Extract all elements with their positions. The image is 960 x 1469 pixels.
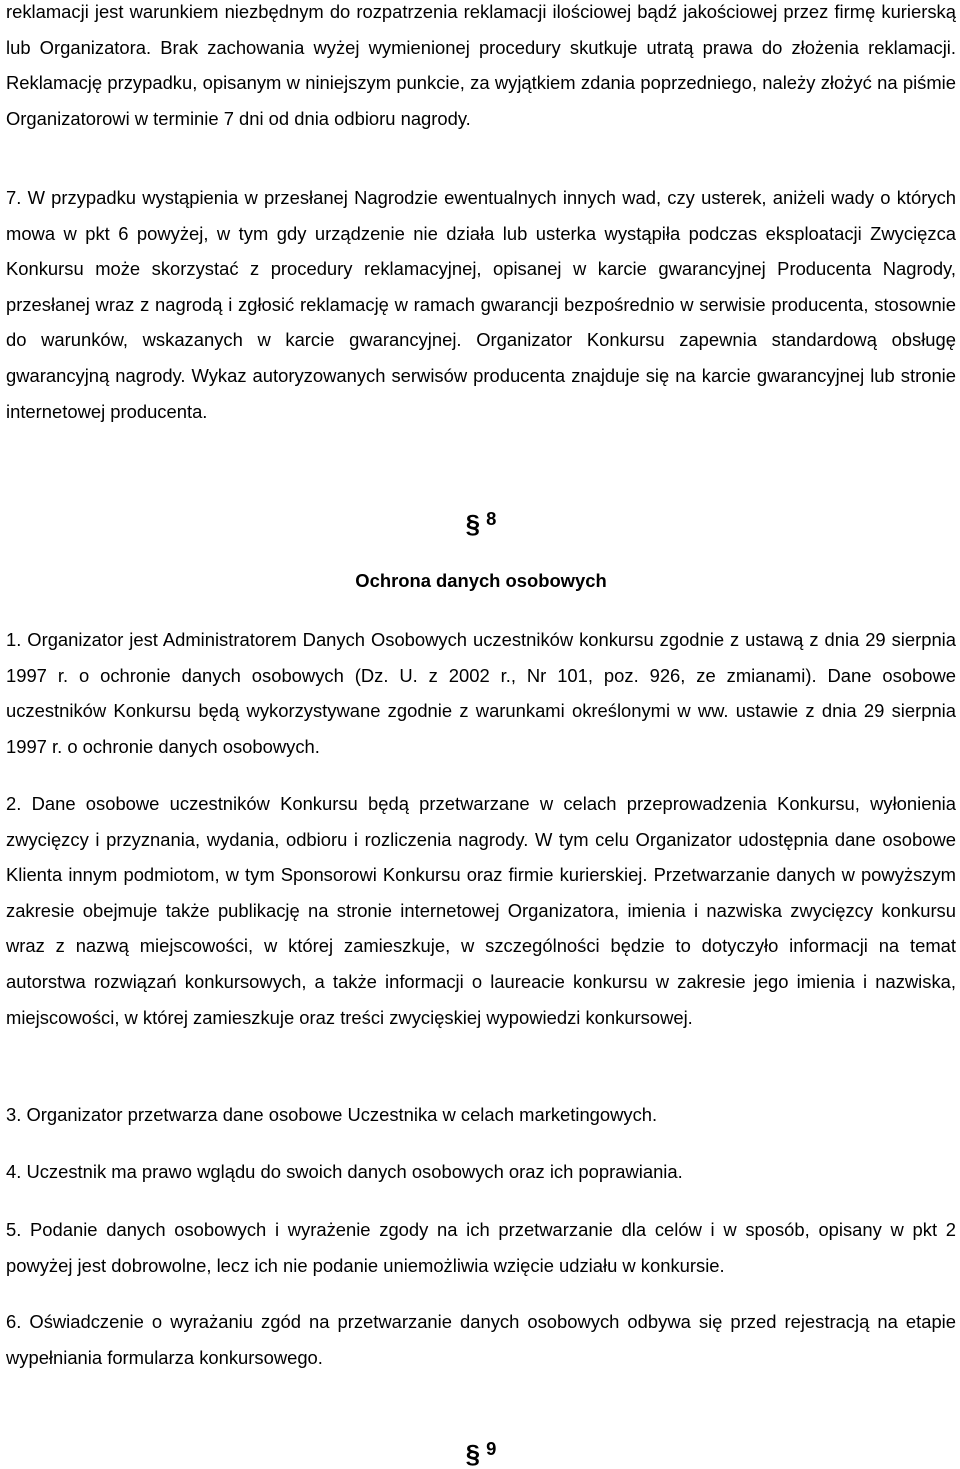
section-number: 9 [486,1438,497,1459]
section-8-item-2: 2. Dane osobowe uczestników Konkursu będą przetwarzane w celach przeprowadzenia Konkursu, wyłonienia zwycięzcy i przyznania, wydania, odbioru i rozliczenia nagrody. W tym celu Organizator udostępnia dane osobowe Klienta innym podmiotom, w tym Sponsorowi Konkursu oraz firmie kurierskiej. Przetwarzanie danych w powyższym zakresie obejmuje także publikację na stronie internetowej Organizatora, imienia i nazwiska zwycięzcy konkursu wraz z nazwą miejscowości, w której zamieszkuje, w szczególności będzie to dotyczyło informacji na temat autorstwa rozwiązań konkursowych, a także informacji o laureacie konkursu w zakresie jego imienia i nazwiska, miejscowości, w której zamieszkuje oraz treści zwycięskiej wypowiedzi konkursowej. [6,793,956,1028]
section-8-item-6: 6. Oświadczenie o wyrażaniu zgód na przetwarzanie danych osobowych odbywa się przed rejestracją na etapie wypełniania formularza konkursowego. [6,1311,956,1368]
paragraph-7-warranty: 7. W przypadku wystąpienia w przesłanej Nagrodzie ewentualnych innych wad, czy usterek, aniżeli wady o których mowa w pkt 6 powyżej, w tym gdy urządzenie nie działa lub usterka wystąpiła podczas eksploatacji Zwycięzca Konkursu może skorzystać z procedury reklamacyjnej, opisanej w karcie gwarancyjnej Producenta Nagrody, przesłanej wraz z nagrodą i zgłosić reklamację w ramach gwarancji bezpośrednio w serwisie producenta, stosownie do warunków, wskazanych w karcie gwarancyjnej. Organizator Konkursu zapewnia standardową obsługę gwarancyjną nagrody. Wykaz autoryzowanych serwisów producenta znajduje się na karcie gwarancyjnej lub stronie internetowej producenta. [6,187,956,422]
section-symbol: § [465,1439,481,1469]
section-8-item-5: 5. Podanie danych osobowych i wyrażenie zgody na ich przetwarzanie dla celów i w sposób, opisany w pkt 2 powyżej jest dobrowolne, lecz ich nie podanie uniemożliwia wzięcie udziału w konkursie. [6,1219,956,1276]
section-8-title: Ochrona danych osobowych [355,570,607,591]
section-9-heading [6,1438,956,1467]
section-8-item-1: 1. Organizator jest Administratorem Danych Osobowych uczestników konkursu zgodnie z ustawą z dnia 29 sierpnia 1997 r. o ochronie danych osobowych (Dz. U. z 2002 r., Nr 101, poz. 926, ze zmianami). Dane osobowe uczestników Konkursu będą wykorzystywane zgodnie z warunkami określonymi w ww. ustawie z dnia 29 sierpnia 1997 r. o ochronie danych osobowych. [6,629,956,757]
section-8-heading [6,508,956,537]
paragraph-complaint-procedure: reklamacji jest warunkiem niezbędnym do rozpatrzenia reklamacji ilościowej bądź jakościowej przez firmę kurierską lub Organizatora. Brak zachowania wyżej wymienionej procedury skutkuje utratą prawa do złożenia reklamacji. Reklamację przypadku, opisanym w niniejszym punkcie, za wyjątkiem zdania poprzedniego, należy złożyć na piśmie Organizatorowi w terminie 7 dni od dnia odbioru nagrody. [6,1,956,129]
section-8-item-3: 3. Organizator przetwarza dane osobowe Uczestnika w celach marketingowych. [6,1104,658,1125]
section-8-item-4: 4. Uczestnik ma prawo wglądu do swoich danych osobowych oraz ich poprawiania. [6,1161,683,1182]
section-number: 8 [486,508,497,529]
section-symbol: § [465,509,481,539]
